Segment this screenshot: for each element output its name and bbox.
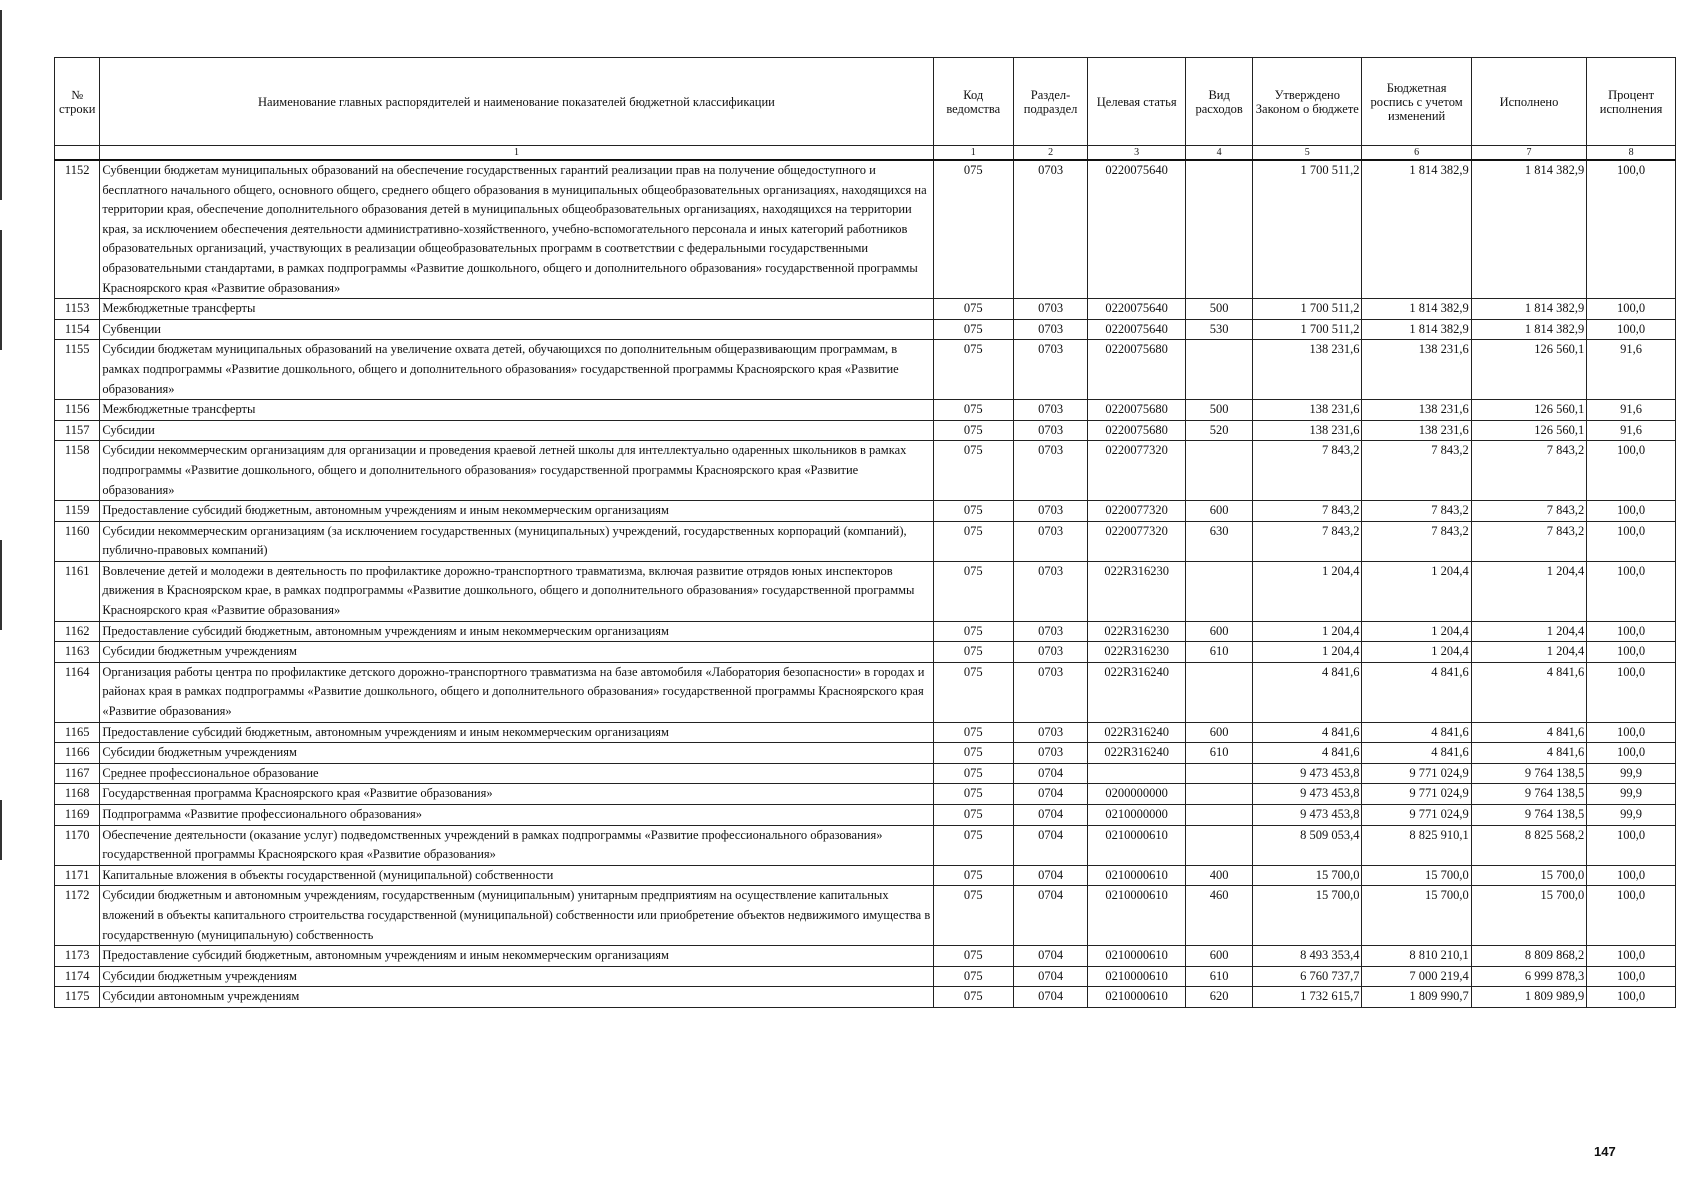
approved-cell: 7 843,2 bbox=[1253, 501, 1362, 522]
section-cell: 0703 bbox=[1013, 441, 1087, 501]
expense-type-cell: 520 bbox=[1186, 420, 1253, 441]
executed-cell: 4 841,6 bbox=[1471, 662, 1586, 722]
dept-code-cell: 075 bbox=[933, 319, 1013, 340]
percent-cell: 100,0 bbox=[1587, 825, 1676, 865]
row-name-cell: Среднее профессиональное образование bbox=[100, 763, 933, 784]
dept-code-cell: 075 bbox=[933, 966, 1013, 987]
target-cell: 022R316230 bbox=[1088, 642, 1186, 663]
expense-type-cell bbox=[1186, 784, 1253, 805]
executed-cell: 126 560,1 bbox=[1471, 340, 1586, 400]
budget-list-cell: 1 204,4 bbox=[1362, 561, 1471, 621]
percent-cell: 100,0 bbox=[1587, 886, 1676, 946]
row-name-cell: Межбюджетные трансферты bbox=[100, 400, 933, 421]
target-cell: 0220075680 bbox=[1088, 400, 1186, 421]
target-cell: 0220075680 bbox=[1088, 340, 1186, 400]
row-name-cell: Субсидии бюджетным учреждениям bbox=[100, 743, 933, 764]
executed-cell: 1 814 382,9 bbox=[1471, 299, 1586, 320]
target-cell: 0210000610 bbox=[1088, 946, 1186, 967]
row-name-cell: Подпрограмма «Развитие профессионального образования» bbox=[100, 805, 933, 826]
row-number-cell: 1175 bbox=[55, 987, 100, 1008]
table-row bbox=[55, 319, 1676, 340]
approved-cell: 9 473 453,8 bbox=[1253, 805, 1362, 826]
target-cell: 0210000610 bbox=[1088, 966, 1186, 987]
row-number-cell: 1174 bbox=[55, 966, 100, 987]
col-number: 6 bbox=[1362, 146, 1471, 161]
percent-cell: 100,0 bbox=[1587, 662, 1676, 722]
approved-cell: 138 231,6 bbox=[1253, 340, 1362, 400]
approved-cell: 1 204,4 bbox=[1253, 561, 1362, 621]
row-name-cell: Предоставление субсидий бюджетным, автономным учреждениям и иным некоммерческим организациям bbox=[100, 501, 933, 522]
percent-cell: 100,0 bbox=[1587, 160, 1676, 299]
target-cell: 022R316230 bbox=[1088, 561, 1186, 621]
expense-type-cell bbox=[1186, 662, 1253, 722]
executed-cell: 1 204,4 bbox=[1471, 642, 1586, 663]
header-approved: Утверждено Законом о бюджете bbox=[1253, 58, 1362, 146]
section-cell: 0703 bbox=[1013, 319, 1087, 340]
executed-cell: 6 999 878,3 bbox=[1471, 966, 1586, 987]
table-row bbox=[55, 642, 1676, 663]
budget-list-cell: 4 841,6 bbox=[1362, 662, 1471, 722]
col-number: 4 bbox=[1186, 146, 1253, 161]
budget-list-cell: 7 843,2 bbox=[1362, 501, 1471, 522]
approved-cell: 1 700 511,2 bbox=[1253, 319, 1362, 340]
section-cell: 0703 bbox=[1013, 400, 1087, 421]
percent-cell: 99,9 bbox=[1587, 805, 1676, 826]
table-header bbox=[55, 58, 1676, 161]
row-number-cell: 1170 bbox=[55, 825, 100, 865]
percent-cell: 100,0 bbox=[1587, 561, 1676, 621]
table-row bbox=[55, 946, 1676, 967]
row-name-cell: Обеспечение деятельности (оказание услуг) подведомственных учреждений в рамках подпрограммы «Развитие профессионального образования» государственной программы Красноярского края «Развитие образования» bbox=[100, 825, 933, 865]
percent-cell: 100,0 bbox=[1587, 621, 1676, 642]
expense-type-cell: 600 bbox=[1186, 946, 1253, 967]
budget-list-cell: 138 231,6 bbox=[1362, 340, 1471, 400]
row-name-cell: Субсидии бюджетным учреждениям bbox=[100, 966, 933, 987]
dept-code-cell: 075 bbox=[933, 946, 1013, 967]
expense-type-cell bbox=[1186, 805, 1253, 826]
expense-type-cell: 600 bbox=[1186, 621, 1253, 642]
percent-cell: 99,9 bbox=[1587, 784, 1676, 805]
budget-list-cell: 9 771 024,9 bbox=[1362, 784, 1471, 805]
approved-cell: 15 700,0 bbox=[1253, 865, 1362, 886]
budget-list-cell: 7 843,2 bbox=[1362, 521, 1471, 561]
row-number-cell: 1163 bbox=[55, 642, 100, 663]
dept-code-cell: 075 bbox=[933, 642, 1013, 663]
target-cell: 0210000610 bbox=[1088, 865, 1186, 886]
section-cell: 0704 bbox=[1013, 987, 1087, 1008]
table-row bbox=[55, 825, 1676, 865]
approved-cell: 7 843,2 bbox=[1253, 521, 1362, 561]
dept-code-cell: 075 bbox=[933, 420, 1013, 441]
scan-margin-marks bbox=[0, 0, 6, 1200]
dept-code-cell: 075 bbox=[933, 662, 1013, 722]
executed-cell: 9 764 138,5 bbox=[1471, 763, 1586, 784]
budget-list-cell: 15 700,0 bbox=[1362, 865, 1471, 886]
executed-cell: 15 700,0 bbox=[1471, 865, 1586, 886]
percent-cell: 100,0 bbox=[1587, 319, 1676, 340]
row-name-cell: Вовлечение детей и молодежи в деятельность по профилактике дорожно-транспортного травматизма, включая развитие отрядов юных инспекторов движения в Красноярском крае, в рамках подпрограммы «Развитие дошкольного, общего и дополнительного образования» государственной программы Красноярского края «Развитие образования» bbox=[100, 561, 933, 621]
dept-code-cell: 075 bbox=[933, 805, 1013, 826]
expense-type-cell: 500 bbox=[1186, 400, 1253, 421]
target-cell: 0210000610 bbox=[1088, 987, 1186, 1008]
target-cell: 0220077320 bbox=[1088, 501, 1186, 522]
approved-cell: 1 700 511,2 bbox=[1253, 299, 1362, 320]
table-row bbox=[55, 441, 1676, 501]
row-number-cell: 1164 bbox=[55, 662, 100, 722]
expense-type-cell: 400 bbox=[1186, 865, 1253, 886]
executed-cell: 1 814 382,9 bbox=[1471, 319, 1586, 340]
col-number bbox=[55, 146, 100, 161]
row-number-cell: 1157 bbox=[55, 420, 100, 441]
section-cell: 0704 bbox=[1013, 886, 1087, 946]
header-row-number: № строки bbox=[55, 58, 100, 146]
percent-cell: 100,0 bbox=[1587, 946, 1676, 967]
table-row bbox=[55, 501, 1676, 522]
row-name-cell: Предоставление субсидий бюджетным, автономным учреждениям и иным некоммерческим организациям bbox=[100, 722, 933, 743]
target-cell: 0220077320 bbox=[1088, 441, 1186, 501]
percent-cell: 100,0 bbox=[1587, 521, 1676, 561]
header-name: Наименование главных распорядителей и наименование показателей бюджетной классификации bbox=[100, 58, 933, 146]
table-row bbox=[55, 722, 1676, 743]
row-number-cell: 1158 bbox=[55, 441, 100, 501]
table-body bbox=[55, 160, 1676, 1007]
row-number-cell: 1156 bbox=[55, 400, 100, 421]
header-budget-list: Бюджетная роспись с учетом изменений bbox=[1362, 58, 1471, 146]
section-cell: 0704 bbox=[1013, 763, 1087, 784]
table-row bbox=[55, 340, 1676, 400]
header-executed: Исполнено bbox=[1471, 58, 1586, 146]
col-number: 8 bbox=[1587, 146, 1676, 161]
expense-type-cell: 610 bbox=[1186, 642, 1253, 663]
executed-cell: 126 560,1 bbox=[1471, 420, 1586, 441]
percent-cell: 100,0 bbox=[1587, 966, 1676, 987]
expense-type-cell bbox=[1186, 561, 1253, 621]
target-cell: 0220075640 bbox=[1088, 160, 1186, 299]
approved-cell: 8 493 353,4 bbox=[1253, 946, 1362, 967]
section-cell: 0703 bbox=[1013, 340, 1087, 400]
row-number-cell: 1162 bbox=[55, 621, 100, 642]
percent-cell: 99,9 bbox=[1587, 763, 1676, 784]
budget-list-cell: 8 810 210,1 bbox=[1362, 946, 1471, 967]
target-cell: 022R316240 bbox=[1088, 743, 1186, 764]
executed-cell: 9 764 138,5 bbox=[1471, 784, 1586, 805]
approved-cell: 8 509 053,4 bbox=[1253, 825, 1362, 865]
row-name-cell: Капитальные вложения в объекты государственной (муниципальной) собственности bbox=[100, 865, 933, 886]
expense-type-cell: 600 bbox=[1186, 722, 1253, 743]
row-name-cell: Организация работы центра по профилактике детского дорожно-транспортного травматизма на базе автомобиля «Лаборатория безопасности» в городах и районах края в рамках подпрограммы «Развитие дошкольного, общего и дополнительного образования» государственной программы Красноярского края «Развитие образования» bbox=[100, 662, 933, 722]
row-name-cell: Субсидии bbox=[100, 420, 933, 441]
budget-list-cell: 8 825 910,1 bbox=[1362, 825, 1471, 865]
table-row bbox=[55, 160, 1676, 299]
executed-cell: 7 843,2 bbox=[1471, 521, 1586, 561]
row-number-cell: 1171 bbox=[55, 865, 100, 886]
target-cell: 0210000000 bbox=[1088, 805, 1186, 826]
row-name-cell: Субсидии некоммерческим организациям (за исключением государственных (муниципальных) учреждений, государственных корпораций (компаний), публично-правовых компаний) bbox=[100, 521, 933, 561]
budget-list-cell: 1 204,4 bbox=[1362, 621, 1471, 642]
dept-code-cell: 075 bbox=[933, 865, 1013, 886]
section-cell: 0704 bbox=[1013, 784, 1087, 805]
section-cell: 0704 bbox=[1013, 966, 1087, 987]
table-row bbox=[55, 662, 1676, 722]
dept-code-cell: 075 bbox=[933, 521, 1013, 561]
header-expense-type: Вид расходов bbox=[1186, 58, 1253, 146]
dept-code-cell: 075 bbox=[933, 501, 1013, 522]
target-cell: 0220077320 bbox=[1088, 521, 1186, 561]
budget-list-cell: 1 814 382,9 bbox=[1362, 160, 1471, 299]
page-number: 147 bbox=[1594, 1144, 1616, 1159]
table-row bbox=[55, 966, 1676, 987]
approved-cell: 138 231,6 bbox=[1253, 420, 1362, 441]
budget-list-cell: 15 700,0 bbox=[1362, 886, 1471, 946]
expense-type-cell: 610 bbox=[1186, 743, 1253, 764]
row-name-cell: Субсидии бюджетным и автономным учреждениям, государственным (муниципальным) унитарным предприятиям на осуществление капитальных вложений в объекты капитального строительства государственной (муниципальной) собственности или приобретение объектов недвижимого имущества в государственную (муниципальную) собственность bbox=[100, 886, 933, 946]
approved-cell: 1 204,4 bbox=[1253, 621, 1362, 642]
table-row bbox=[55, 521, 1676, 561]
table-row bbox=[55, 805, 1676, 826]
budget-list-cell: 4 841,6 bbox=[1362, 743, 1471, 764]
approved-cell: 1 732 615,7 bbox=[1253, 987, 1362, 1008]
budget-list-cell: 9 771 024,9 bbox=[1362, 805, 1471, 826]
row-number-cell: 1160 bbox=[55, 521, 100, 561]
executed-cell: 1 809 989,9 bbox=[1471, 987, 1586, 1008]
budget-list-cell: 1 204,4 bbox=[1362, 642, 1471, 663]
approved-cell: 4 841,6 bbox=[1253, 722, 1362, 743]
budget-list-cell: 138 231,6 bbox=[1362, 400, 1471, 421]
target-cell: 022R316240 bbox=[1088, 722, 1186, 743]
row-number-cell: 1166 bbox=[55, 743, 100, 764]
section-cell: 0703 bbox=[1013, 722, 1087, 743]
row-name-cell: Государственная программа Красноярского края «Развитие образования» bbox=[100, 784, 933, 805]
dept-code-cell: 075 bbox=[933, 784, 1013, 805]
expense-type-cell: 600 bbox=[1186, 501, 1253, 522]
percent-cell: 100,0 bbox=[1587, 865, 1676, 886]
dept-code-cell: 075 bbox=[933, 743, 1013, 764]
dept-code-cell: 075 bbox=[933, 400, 1013, 421]
row-number-cell: 1153 bbox=[55, 299, 100, 320]
section-cell: 0703 bbox=[1013, 621, 1087, 642]
approved-cell: 9 473 453,8 bbox=[1253, 784, 1362, 805]
expense-type-cell bbox=[1186, 441, 1253, 501]
section-cell: 0704 bbox=[1013, 865, 1087, 886]
table-row bbox=[55, 561, 1676, 621]
table-row bbox=[55, 743, 1676, 764]
percent-cell: 100,0 bbox=[1587, 642, 1676, 663]
executed-cell: 1 204,4 bbox=[1471, 621, 1586, 642]
col-number: 7 bbox=[1471, 146, 1586, 161]
percent-cell: 100,0 bbox=[1587, 987, 1676, 1008]
budget-list-cell: 4 841,6 bbox=[1362, 722, 1471, 743]
section-cell: 0703 bbox=[1013, 743, 1087, 764]
target-cell: 0210000610 bbox=[1088, 886, 1186, 946]
table-row bbox=[55, 784, 1676, 805]
budget-list-cell: 9 771 024,9 bbox=[1362, 763, 1471, 784]
section-cell: 0703 bbox=[1013, 662, 1087, 722]
approved-cell: 15 700,0 bbox=[1253, 886, 1362, 946]
row-number-cell: 1152 bbox=[55, 160, 100, 299]
executed-cell: 1 814 382,9 bbox=[1471, 160, 1586, 299]
section-cell: 0703 bbox=[1013, 501, 1087, 522]
row-name-cell: Субвенции бюджетам муниципальных образований на обеспечение государственных гарантий реализации прав на получение общедоступного и бесплатного начального общего, основного общего, среднего общего образования в муниципальных общеобразовательных организациях, находящихся на территории края, обеспечение дополнительного образования детей в муниципальных общеобразовательных организациях, находящихся на территории края, за исключением обеспечения деятельности административно-хозяйственного, учебно-вспомогательного персонала и иных категорий работников образовательных организаций, участвующих в реализации общеобразовательных программ в соответствии с федеральными государственными образовательными стандартами, в рамках подпрограммы «Развитие дошкольного, общего и дополнительного образования» государственной программы Красноярского края «Развитие образования» bbox=[100, 160, 933, 299]
row-name-cell: Субвенции bbox=[100, 319, 933, 340]
row-number-cell: 1154 bbox=[55, 319, 100, 340]
approved-cell: 1 700 511,2 bbox=[1253, 160, 1362, 299]
section-cell: 0703 bbox=[1013, 642, 1087, 663]
dept-code-cell: 075 bbox=[933, 340, 1013, 400]
executed-cell: 7 843,2 bbox=[1471, 501, 1586, 522]
header-section: Раздел-подраздел bbox=[1013, 58, 1087, 146]
executed-cell: 7 843,2 bbox=[1471, 441, 1586, 501]
header-target: Целевая статья bbox=[1088, 58, 1186, 146]
column-number-row bbox=[55, 146, 1676, 161]
row-name-cell: Предоставление субсидий бюджетным, автономным учреждениям и иным некоммерческим организациям bbox=[100, 621, 933, 642]
dept-code-cell: 075 bbox=[933, 825, 1013, 865]
expense-type-cell: 620 bbox=[1186, 987, 1253, 1008]
executed-cell: 4 841,6 bbox=[1471, 743, 1586, 764]
target-cell: 022R316230 bbox=[1088, 621, 1186, 642]
percent-cell: 100,0 bbox=[1587, 722, 1676, 743]
budget-list-cell: 1 809 990,7 bbox=[1362, 987, 1471, 1008]
budget-list-cell: 138 231,6 bbox=[1362, 420, 1471, 441]
approved-cell: 4 841,6 bbox=[1253, 662, 1362, 722]
dept-code-cell: 075 bbox=[933, 621, 1013, 642]
approved-cell: 1 204,4 bbox=[1253, 642, 1362, 663]
row-name-cell: Субсидии некоммерческим организациям для организации и проведения краевой летней школы для интеллектуально одаренных школьников в рамках подпрограммы «Развитие дошкольного, общего и дополнительного образования» государственной программы Красноярского края «Развитие образования» bbox=[100, 441, 933, 501]
percent-cell: 91,6 bbox=[1587, 420, 1676, 441]
expense-type-cell: 500 bbox=[1186, 299, 1253, 320]
approved-cell: 9 473 453,8 bbox=[1253, 763, 1362, 784]
target-cell: 0200000000 bbox=[1088, 784, 1186, 805]
executed-cell: 8 825 568,2 bbox=[1471, 825, 1586, 865]
section-cell: 0703 bbox=[1013, 521, 1087, 561]
approved-cell: 7 843,2 bbox=[1253, 441, 1362, 501]
approved-cell: 6 760 737,7 bbox=[1253, 966, 1362, 987]
table-row bbox=[55, 886, 1676, 946]
dept-code-cell: 075 bbox=[933, 561, 1013, 621]
target-cell: 0220075680 bbox=[1088, 420, 1186, 441]
budget-list-cell: 7 843,2 bbox=[1362, 441, 1471, 501]
expense-type-cell bbox=[1186, 160, 1253, 299]
section-cell: 0703 bbox=[1013, 561, 1087, 621]
executed-cell: 1 204,4 bbox=[1471, 561, 1586, 621]
row-number-cell: 1172 bbox=[55, 886, 100, 946]
row-number-cell: 1173 bbox=[55, 946, 100, 967]
row-number-cell: 1159 bbox=[55, 501, 100, 522]
row-number-cell: 1169 bbox=[55, 805, 100, 826]
col-number: 1 bbox=[100, 146, 933, 161]
section-cell: 0704 bbox=[1013, 805, 1087, 826]
row-number-cell: 1161 bbox=[55, 561, 100, 621]
table-row bbox=[55, 621, 1676, 642]
col-number: 1 bbox=[933, 146, 1013, 161]
approved-cell: 4 841,6 bbox=[1253, 743, 1362, 764]
expense-type-cell bbox=[1186, 340, 1253, 400]
table-row bbox=[55, 865, 1676, 886]
dept-code-cell: 075 bbox=[933, 299, 1013, 320]
section-cell: 0703 bbox=[1013, 420, 1087, 441]
approved-cell: 138 231,6 bbox=[1253, 400, 1362, 421]
expense-type-cell: 460 bbox=[1186, 886, 1253, 946]
expense-type-cell: 530 bbox=[1186, 319, 1253, 340]
percent-cell: 91,6 bbox=[1587, 400, 1676, 421]
target-cell bbox=[1088, 763, 1186, 784]
executed-cell: 126 560,1 bbox=[1471, 400, 1586, 421]
expense-type-cell: 610 bbox=[1186, 966, 1253, 987]
budget-table bbox=[54, 57, 1676, 1008]
table-row bbox=[55, 400, 1676, 421]
table-row bbox=[55, 299, 1676, 320]
table-row bbox=[55, 420, 1676, 441]
col-number: 5 bbox=[1253, 146, 1362, 161]
table-row bbox=[55, 763, 1676, 784]
target-cell: 0220075640 bbox=[1088, 319, 1186, 340]
row-name-cell: Субсидии бюджетам муниципальных образований на увеличение охвата детей, обучающихся по дополнительным общеразвивающим программам, в рамках подпрограммы «Развитие дошкольного, общего и дополнительного образования» государственной программы Красноярского края «Развитие образования» bbox=[100, 340, 933, 400]
budget-list-cell: 1 814 382,9 bbox=[1362, 319, 1471, 340]
dept-code-cell: 075 bbox=[933, 160, 1013, 299]
row-number-cell: 1165 bbox=[55, 722, 100, 743]
executed-cell: 4 841,6 bbox=[1471, 722, 1586, 743]
percent-cell: 100,0 bbox=[1587, 501, 1676, 522]
header-dept-code: Код ведомства bbox=[933, 58, 1013, 146]
col-number: 3 bbox=[1088, 146, 1186, 161]
target-cell: 0220075640 bbox=[1088, 299, 1186, 320]
row-name-cell: Предоставление субсидий бюджетным, автономным учреждениям и иным некоммерческим организациям bbox=[100, 946, 933, 967]
expense-type-cell bbox=[1186, 763, 1253, 784]
section-cell: 0703 bbox=[1013, 160, 1087, 299]
expense-type-cell: 630 bbox=[1186, 521, 1253, 561]
percent-cell: 100,0 bbox=[1587, 441, 1676, 501]
row-name-cell: Межбюджетные трансферты bbox=[100, 299, 933, 320]
row-number-cell: 1167 bbox=[55, 763, 100, 784]
section-cell: 0703 bbox=[1013, 299, 1087, 320]
table-row bbox=[55, 987, 1676, 1008]
section-cell: 0704 bbox=[1013, 946, 1087, 967]
percent-cell: 91,6 bbox=[1587, 340, 1676, 400]
executed-cell: 15 700,0 bbox=[1471, 886, 1586, 946]
dept-code-cell: 075 bbox=[933, 441, 1013, 501]
row-number-cell: 1155 bbox=[55, 340, 100, 400]
dept-code-cell: 075 bbox=[933, 987, 1013, 1008]
executed-cell: 9 764 138,5 bbox=[1471, 805, 1586, 826]
row-name-cell: Субсидии бюджетным учреждениям bbox=[100, 642, 933, 663]
row-name-cell: Субсидии автономным учреждениям bbox=[100, 987, 933, 1008]
dept-code-cell: 075 bbox=[933, 722, 1013, 743]
percent-cell: 100,0 bbox=[1587, 743, 1676, 764]
dept-code-cell: 075 bbox=[933, 886, 1013, 946]
dept-code-cell: 075 bbox=[933, 763, 1013, 784]
budget-list-cell: 7 000 219,4 bbox=[1362, 966, 1471, 987]
target-cell: 022R316240 bbox=[1088, 662, 1186, 722]
section-cell: 0704 bbox=[1013, 825, 1087, 865]
budget-list-cell: 1 814 382,9 bbox=[1362, 299, 1471, 320]
col-number: 2 bbox=[1013, 146, 1087, 161]
row-number-cell: 1168 bbox=[55, 784, 100, 805]
header-percent: Процент исполнения bbox=[1587, 58, 1676, 146]
percent-cell: 100,0 bbox=[1587, 299, 1676, 320]
target-cell: 0210000610 bbox=[1088, 825, 1186, 865]
executed-cell: 8 809 868,2 bbox=[1471, 946, 1586, 967]
expense-type-cell bbox=[1186, 825, 1253, 865]
